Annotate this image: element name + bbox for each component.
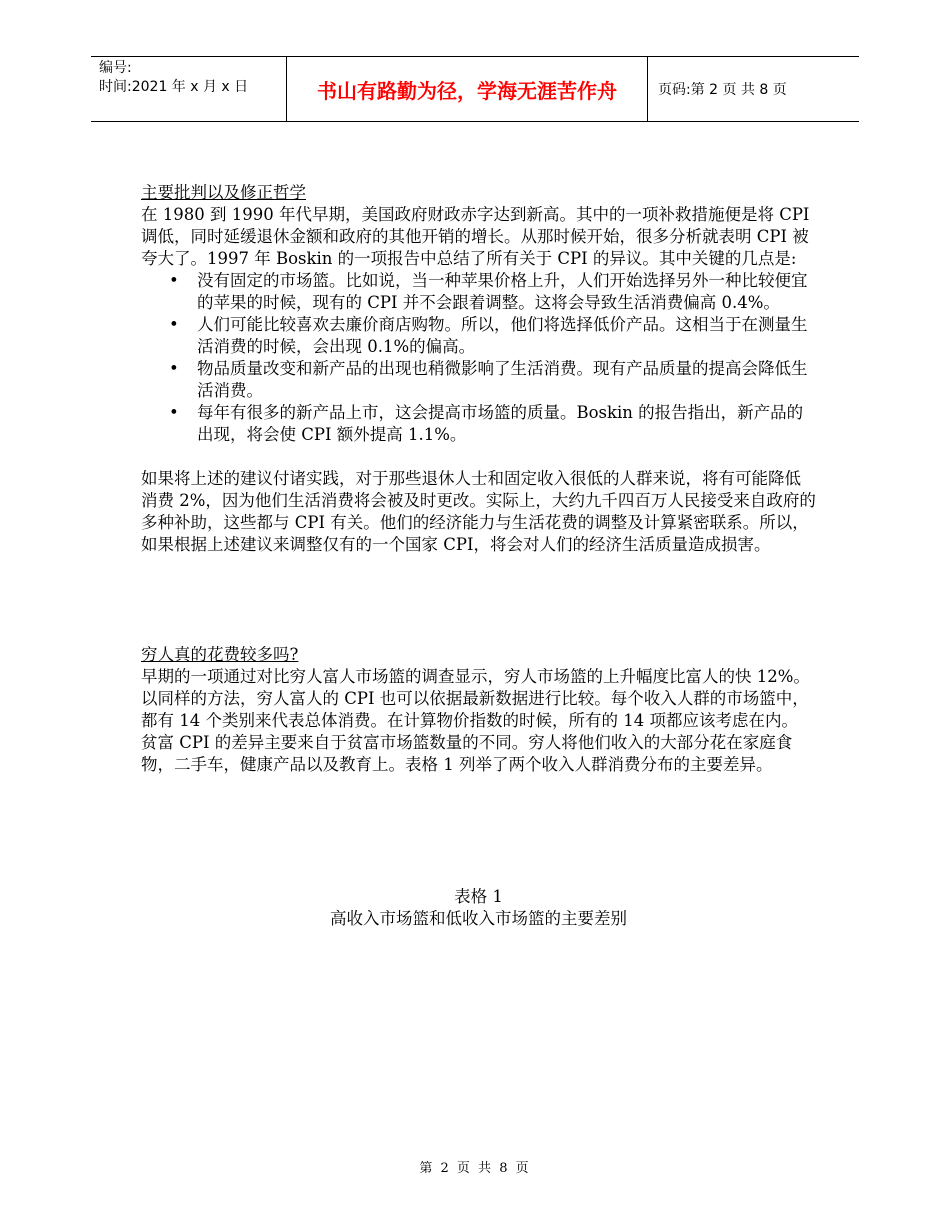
survey-paragraph: 早期的一项通过对比穷人富人市场篮的调查显示，穷人市场篮的上升幅度比富人的快 12%。以同样的方法，穷人富人的 CPI 也可以依据最新数据进行比较。每个收入人群的市场篮中，都有 14 个类别来代表总体消费。在计算物价指数的时候，所有的 14 项都应该考虑在内。: [141, 667, 810, 730]
bullet-item: • 物品质量改变和新产品的出现也稍微影响了生活消费。现有产品质量的提高会降低生活消费。: [197, 358, 816, 402]
page-header: [91, 56, 859, 122]
table-label: 表格 1: [454, 887, 503, 906]
document-body: [141, 182, 816, 930]
bullet-item: • 没有固定的市场篮。比如说，当一种苹果价格上升，人们开始选择另外一种比较便宜的苹果的时候，现有的 CPI 并不会跟着调整。这将会导致生活消费偏高 0.4%。: [197, 270, 816, 314]
header-meta: [91, 57, 286, 121]
section-heading-critique: 主要批判以及修正哲学: [141, 183, 306, 202]
bullet-item: • 每年有很多的新产品上市，这会提高市场篮的质量。Boskin 的报告指出，新产品的出现，将会使 CPI 额外提高 1.1%。: [197, 402, 816, 446]
conclusion-paragraph: 如果将上述的建议付诸实践，对于那些退休人士和固定收入很低的人群来说，将有可能降低消费 2%，因为他们生活消费将会被及时更改。实际上，大约九千四百万人民接受来自政府的多种补助，这些都与 CPI 有关。他们的经济能力与生活花费的调整及计算紧密联系。所以，如果根据上述建议来调整仅有的一个国家 CPI，将会对人们的经济生活质量造成损害。: [141, 469, 816, 554]
table-caption: 高收入市场篮和低收入市场篮的主要差别: [330, 909, 627, 928]
document-number-label: 编号:: [99, 60, 132, 76]
page-footer: 第 2 页 共 8 页: [419, 1161, 531, 1176]
header-motto: 书山有路勤为径，学海无涯苦作舟: [286, 57, 648, 121]
bullet-item: • 人们可能比较喜欢去廉价商店购物。所以，他们将选择低价产品。这相当于在测量生活消费的时候，会出现 0.1%的偏高。: [197, 314, 816, 358]
critique-bullet-list: [141, 270, 816, 446]
section-heading-poor-spending: 穷人真的花费较多吗?: [141, 645, 299, 664]
document-date-label: 时间:2021 年 x 月 x 日: [99, 79, 249, 95]
cpi-difference-paragraph: 贫富 CPI 的差异主要来自于贫富市场篮数量的不同。穷人将他们收入的大部分花在家庭食物，二手车，健康产品以及教育上。表格 1 列举了两个收入人群消费分布的主要差异。: [141, 733, 793, 774]
section-intro-paragraph: 在 1980 到 1990 年代早期，美国政府财政赤字达到新高。其中的一项补救措施便是将 CPI 调低，同时延缓退休金额和政府的其他开销的增长。从那时候开始，很多分析就表明 CPI 被夸大了。1997 年 Boskin 的一项报告中总结了所有关于 CPI 的异议。其中关键的几点是:: [141, 205, 810, 268]
header-page-label: 页码:第 2 页 共 8 页: [658, 82, 787, 98]
